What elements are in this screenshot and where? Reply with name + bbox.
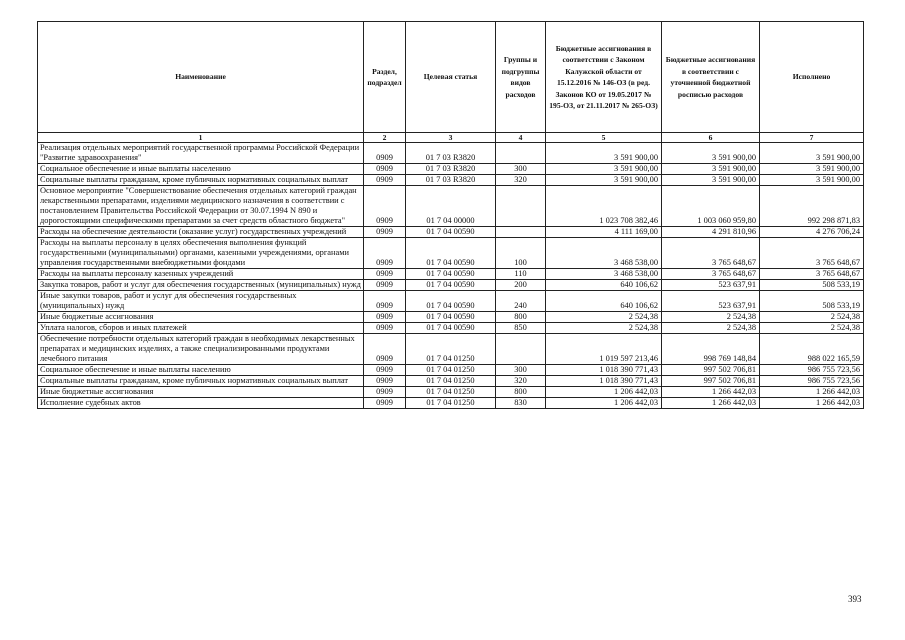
row-executed: 508 533,19 <box>760 280 864 291</box>
row-name: Реализация отдельных мероприятий государственной программы Российской Федерации "Развитие здравоохранения" <box>38 143 364 164</box>
row-executed: 1 266 442,03 <box>760 387 864 398</box>
row-target: 01 7 04 00590 <box>406 227 496 238</box>
row-refined: 1 266 442,03 <box>662 387 760 398</box>
row-refined: 523 637,91 <box>662 280 760 291</box>
row-executed: 3 765 648,67 <box>760 269 864 280</box>
row-appropriation: 1 023 708 382,46 <box>546 186 662 227</box>
row-name: Расходы на обеспечение деятельности (оказание услуг) государственных учреждений <box>38 227 364 238</box>
row-name: Расходы на выплаты персоналу казенных учреждений <box>38 269 364 280</box>
row-refined: 3 591 900,00 <box>662 143 760 164</box>
row-target: 01 7 04 00590 <box>406 323 496 334</box>
row-appropriation: 1 206 442,03 <box>546 387 662 398</box>
row-section: 0909 <box>364 376 406 387</box>
table-row <box>38 365 864 376</box>
column-number: 6 <box>662 133 760 143</box>
row-executed: 992 298 871,83 <box>760 186 864 227</box>
row-section: 0909 <box>364 175 406 186</box>
row-name: Исполнение судебных актов <box>38 398 364 409</box>
row-executed: 1 266 442,03 <box>760 398 864 409</box>
table-row <box>38 334 864 365</box>
column-number: 5 <box>546 133 662 143</box>
row-refined: 3 591 900,00 <box>662 175 760 186</box>
row-section: 0909 <box>364 269 406 280</box>
column-number-row <box>38 133 864 143</box>
table-row <box>38 238 864 269</box>
row-group: 240 <box>496 291 546 312</box>
row-group <box>496 186 546 227</box>
row-appropriation: 4 111 169,00 <box>546 227 662 238</box>
row-name: Социальное обеспечение и иные выплаты населению <box>38 164 364 175</box>
row-executed: 986 755 723,56 <box>760 376 864 387</box>
table-row <box>38 323 864 334</box>
row-group: 100 <box>496 238 546 269</box>
row-group: 200 <box>496 280 546 291</box>
row-refined: 997 502 706,81 <box>662 365 760 376</box>
row-target: 01 7 04 00590 <box>406 312 496 323</box>
header-refined: Бюджетные ассигнования в соответствии с уточненной бюджетной росписью расходов <box>662 22 760 133</box>
table-row <box>38 387 864 398</box>
row-group: 800 <box>496 387 546 398</box>
row-executed: 3 591 900,00 <box>760 175 864 186</box>
row-refined: 997 502 706,81 <box>662 376 760 387</box>
row-section: 0909 <box>364 186 406 227</box>
table-body <box>38 143 864 409</box>
row-section: 0909 <box>364 398 406 409</box>
row-name: Расходы на выплаты персоналу в целях обеспечения выполнения функций государственными (муниципальными) органами, казенными учреждениями, органами управления государственными внебюджетными фондами <box>38 238 364 269</box>
table-row <box>38 164 864 175</box>
column-number: 1 <box>38 133 364 143</box>
row-name: Социальное обеспечение и иные выплаты населению <box>38 365 364 376</box>
table-row <box>38 186 864 227</box>
row-name: Закупка товаров, работ и услуг для обеспечения государственных (муниципальных) нужд <box>38 280 364 291</box>
row-name: Основное мероприятие "Совершенствование обеспечения отдельных категорий граждан лекарственными препаратами, изделиями медицинского назначения в соответствии с постановлением Правительства Российской Федерации от 30.07.1994 N 890 и дорогостоящими специфическими препаратами за счет средств областного бюджета" <box>38 186 364 227</box>
row-refined: 523 637,91 <box>662 291 760 312</box>
row-refined: 1 003 060 959,80 <box>662 186 760 227</box>
row-name: Социальные выплаты гражданам, кроме публичных нормативных социальных выплат <box>38 175 364 186</box>
column-number: 2 <box>364 133 406 143</box>
row-appropriation: 1 206 442,03 <box>546 398 662 409</box>
row-appropriation: 640 106,62 <box>546 291 662 312</box>
row-group <box>496 227 546 238</box>
page-number: 393 <box>848 594 862 604</box>
row-refined: 3 591 900,00 <box>662 164 760 175</box>
row-target: 01 7 04 00590 <box>406 291 496 312</box>
row-target: 01 7 04 01250 <box>406 365 496 376</box>
row-target: 01 7 04 01250 <box>406 376 496 387</box>
budget-table <box>37 21 864 409</box>
header-row <box>38 22 864 133</box>
row-group: 300 <box>496 164 546 175</box>
row-refined: 2 524,38 <box>662 312 760 323</box>
row-target: 01 7 04 00590 <box>406 238 496 269</box>
table-row <box>38 269 864 280</box>
row-target: 01 7 04 00590 <box>406 269 496 280</box>
row-executed: 4 276 706,24 <box>760 227 864 238</box>
row-target: 01 7 03 R3820 <box>406 143 496 164</box>
row-section: 0909 <box>364 387 406 398</box>
row-target: 01 7 03 R3820 <box>406 164 496 175</box>
row-appropriation: 640 106,62 <box>546 280 662 291</box>
row-section: 0909 <box>364 323 406 334</box>
row-group: 320 <box>496 175 546 186</box>
row-executed: 508 533,19 <box>760 291 864 312</box>
row-name: Иные бюджетные ассигнования <box>38 312 364 323</box>
row-name: Иные бюджетные ассигнования <box>38 387 364 398</box>
row-group: 830 <box>496 398 546 409</box>
row-executed: 2 524,38 <box>760 312 864 323</box>
row-target: 01 7 04 00000 <box>406 186 496 227</box>
row-group <box>496 143 546 164</box>
row-executed: 3 765 648,67 <box>760 238 864 269</box>
table-row <box>38 398 864 409</box>
row-section: 0909 <box>364 291 406 312</box>
row-section: 0909 <box>364 227 406 238</box>
row-target: 01 7 04 01250 <box>406 398 496 409</box>
row-appropriation: 3 468 538,00 <box>546 269 662 280</box>
row-section: 0909 <box>364 312 406 323</box>
table-row <box>38 175 864 186</box>
row-target: 01 7 04 00590 <box>406 280 496 291</box>
row-executed: 3 591 900,00 <box>760 143 864 164</box>
header-target: Целевая статья <box>406 22 496 133</box>
table-row <box>38 291 864 312</box>
row-group: 300 <box>496 365 546 376</box>
row-group: 800 <box>496 312 546 323</box>
header-group: Группы и подгруппы видов расходов <box>496 22 546 133</box>
header-section: Раздел, подраздел <box>364 22 406 133</box>
row-executed: 3 591 900,00 <box>760 164 864 175</box>
row-name: Иные закупки товаров, работ и услуг для обеспечения государственных (муниципальных) нужд <box>38 291 364 312</box>
row-group <box>496 334 546 365</box>
row-appropriation: 2 524,38 <box>546 323 662 334</box>
row-group: 110 <box>496 269 546 280</box>
table-row <box>38 280 864 291</box>
row-group: 320 <box>496 376 546 387</box>
row-refined: 1 266 442,03 <box>662 398 760 409</box>
row-refined: 998 769 148,84 <box>662 334 760 365</box>
row-appropriation: 2 524,38 <box>546 312 662 323</box>
column-number: 3 <box>406 133 496 143</box>
row-appropriation: 3 468 538,00 <box>546 238 662 269</box>
column-number: 4 <box>496 133 546 143</box>
row-section: 0909 <box>364 143 406 164</box>
row-appropriation: 1 018 390 771,43 <box>546 365 662 376</box>
row-refined: 3 765 648,67 <box>662 238 760 269</box>
row-appropriation: 3 591 900,00 <box>546 143 662 164</box>
row-section: 0909 <box>364 334 406 365</box>
row-name: Социальные выплаты гражданам, кроме публичных нормативных социальных выплат <box>38 376 364 387</box>
row-refined: 3 765 648,67 <box>662 269 760 280</box>
row-section: 0909 <box>364 280 406 291</box>
row-executed: 986 755 723,56 <box>760 365 864 376</box>
row-section: 0909 <box>364 365 406 376</box>
row-target: 01 7 04 01250 <box>406 387 496 398</box>
row-name: Уплата налогов, сборов и иных платежей <box>38 323 364 334</box>
row-section: 0909 <box>364 164 406 175</box>
table-row <box>38 227 864 238</box>
row-executed: 988 022 165,59 <box>760 334 864 365</box>
row-executed: 2 524,38 <box>760 323 864 334</box>
row-target: 01 7 04 01250 <box>406 334 496 365</box>
row-appropriation: 3 591 900,00 <box>546 175 662 186</box>
row-section: 0909 <box>364 238 406 269</box>
row-target: 01 7 03 R3820 <box>406 175 496 186</box>
row-refined: 2 524,38 <box>662 323 760 334</box>
row-appropriation: 1 019 597 213,46 <box>546 334 662 365</box>
row-appropriation: 1 018 390 771,43 <box>546 376 662 387</box>
column-number: 7 <box>760 133 864 143</box>
row-name: Обеспечение потребности отдельных категорий граждан в необходимых лекарственных препаратах и медицинских изделиях, а также специализированными продуктами лечебного питания <box>38 334 364 365</box>
table-row <box>38 376 864 387</box>
table-row <box>38 312 864 323</box>
row-appropriation: 3 591 900,00 <box>546 164 662 175</box>
row-group: 850 <box>496 323 546 334</box>
table-row <box>38 143 864 164</box>
header-name: Наименование <box>38 22 364 133</box>
header-appropriation: Бюджетные ассигнования в соответствии с Законом Калужской области от 15.12.2016 № 146-ОЗ (в ред. Законов КО от 19.05.2017 № 195-ОЗ, от 21.11.2017 № 265-ОЗ) <box>546 22 662 133</box>
row-refined: 4 291 810,96 <box>662 227 760 238</box>
header-executed: Исполнено <box>760 22 864 133</box>
